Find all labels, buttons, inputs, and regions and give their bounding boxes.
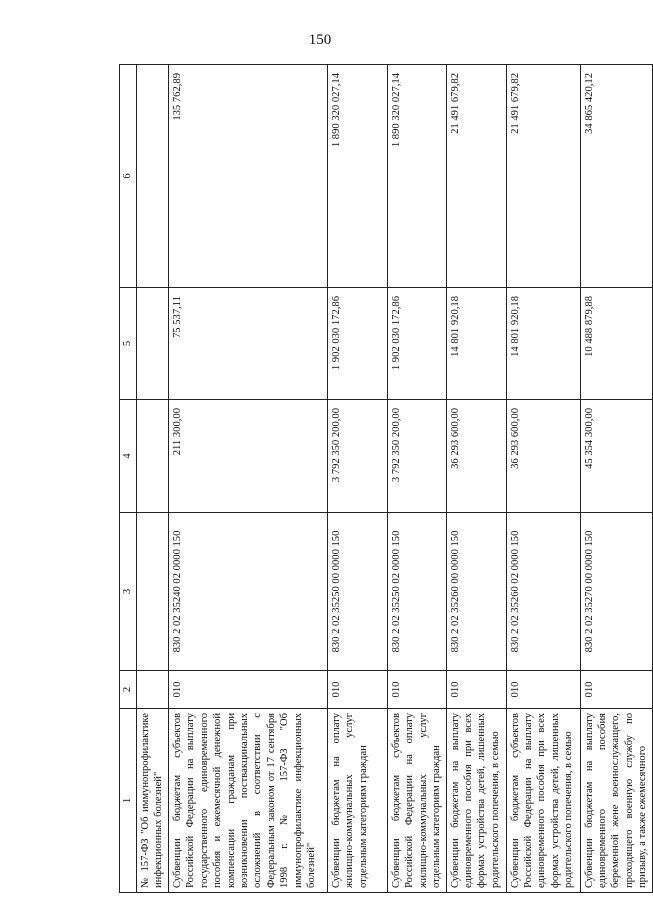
row-description-cell: № 157-ФЗ "Об иммунопрофилактике инфекционных болезней" [137,709,169,893]
row-code-cell: 010 [169,671,328,709]
row-code-cell: 010 [506,671,580,709]
column-number-cell: 3 [120,513,137,671]
row-code-cell [137,671,169,709]
row-description-cell: Субвенции бюджетам субъектов Российской Федерации на выплату государственного единовременного пособия и ежемесячной денежной компенсации гражданам при возникновении поствакцинальных осложнений в соответствии с Федеральным законом от 17 сентября 1998 г. № 157-ФЗ "Об иммунопрофилактике инфекционных болезней" [169,709,328,893]
rotated-table-area [119,65,649,893]
rotated-table-container [119,65,649,893]
row-description-cell: Субвенции бюджетам субъектов Российской Федерации на выплату единовременного пособия при всех формах устройства детей, лишенных родительского попечения, в семью [506,709,580,893]
executed-amount-cell: 75 537,11 [169,288,328,400]
column-number-cell: 6 [120,65,137,288]
budget-classification-code-cell: 830 2 02 35270 00 0000 150 [580,513,652,671]
budget-classification-code-cell [137,513,169,671]
row-description-cell: Субвенции бюджетам на выплату единовременного пособия беременной жене военнослужащего, проходящего военную службу по призыву, а также ежемесячного [580,709,652,893]
page-number: 150 [308,32,332,48]
approved-amount-cell [137,400,169,513]
column-number-cell: 2 [120,671,137,709]
approved-amount-cell: 45 354 300,00 [580,400,652,513]
unexecuted-amount-cell: 1 890 320 027,14 [388,65,447,288]
column-number-row [120,65,137,893]
budget-classification-code-cell: 830 2 02 35250 00 0000 150 [328,513,388,671]
row-code-cell: 010 [388,671,447,709]
unexecuted-amount-cell: 34 865 420,12 [580,65,652,288]
executed-amount-cell: 1 902 030 172,86 [388,288,447,400]
budget-classification-code-cell: 830 2 02 35260 02 0000 150 [506,513,580,671]
executed-amount-cell [137,288,169,400]
budget-table [119,64,653,893]
unexecuted-amount-cell: 135 762,89 [169,65,328,288]
budget-classification-code-cell: 830 2 02 35260 00 0000 150 [446,513,506,671]
budget-classification-code-cell: 830 2 02 35240 02 0000 150 [169,513,328,671]
column-number-cell: 5 [120,288,137,400]
unexecuted-amount-cell: 1 890 320 027,14 [328,65,388,288]
row-description-cell: Субвенции бюджетам на выплату единовременного пособия при всех формах устройства детей, лишенных родительского попечения, в семью [446,709,506,893]
table-row [169,65,328,893]
approved-amount-cell: 211 300,00 [169,400,328,513]
approved-amount-cell: 3 792 350 200,00 [328,400,388,513]
table-row [580,65,652,893]
unexecuted-amount-cell: 21 491 679,82 [446,65,506,288]
row-code-cell: 010 [328,671,388,709]
table-row [506,65,580,893]
row-description-cell: Субвенции бюджетам на оплату жилищно-коммунальных услуг отдельным категориям граждан [328,709,388,893]
column-number-cell: 4 [120,400,137,513]
executed-amount-cell: 10 488 879,88 [580,288,652,400]
budget-classification-code-cell: 830 2 02 35250 02 0000 150 [388,513,447,671]
approved-amount-cell: 36 293 600,00 [446,400,506,513]
row-description-cell: Субвенции бюджетам субъектов Российской Федерации на оплату жилищно-коммунальных услуг отдельным категориям граждан [388,709,447,893]
table-row [328,65,388,893]
executed-amount-cell: 1 902 030 172,86 [328,288,388,400]
approved-amount-cell: 36 293 600,00 [506,400,580,513]
unexecuted-amount-cell [137,65,169,288]
approved-amount-cell: 3 792 350 200,00 [388,400,447,513]
executed-amount-cell: 14 801 920,18 [446,288,506,400]
column-number-cell: 1 [120,709,137,893]
row-code-cell: 010 [446,671,506,709]
row-code-cell: 010 [580,671,652,709]
unexecuted-amount-cell: 21 491 679,82 [506,65,580,288]
table-row [388,65,447,893]
table-row [446,65,506,893]
table-body [120,65,653,893]
executed-amount-cell: 14 801 920,18 [506,288,580,400]
table-row [137,65,169,893]
